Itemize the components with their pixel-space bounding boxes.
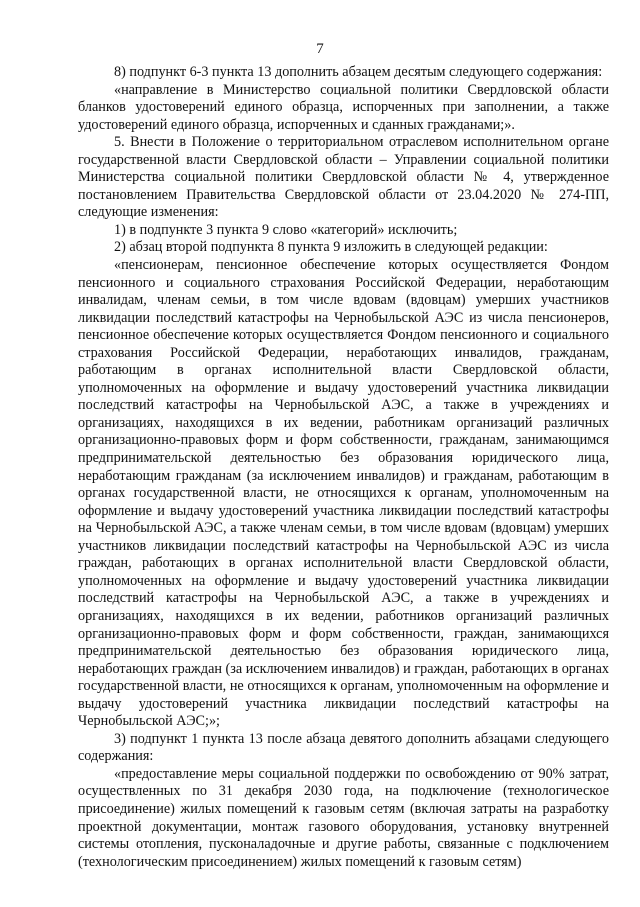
page-number: 7 — [316, 41, 324, 57]
paragraph-quote-pensioners: «пенсионерам, пенсионное обеспечение которых осуществляется Фондом пенсионного и социального страхования Российской Федерации, неработающим инвалидам, членам семьи, в том числе вдовам (вдовцам) умерших участников ликвидации последствий катастрофы на Чернобыльской АЭС из числа пенсионеров, пенсионное обеспечение которых осуществляется Фондом пенсионного и социального страхования Российской Федерации, неработающих инвалидов, гражданам, работающим в органах исполнительной власти Свердловской области, уполномоченных на оформление и выдачу удостоверений участника ликвидации последствий катастрофы на Чернобыльской АЭС, а также в учреждениях и организациях, находящихся в их ведении, работникам организаций различных организационно-правовых форм и форм собственности, гражданам, занимающимся предпринимательской деятельностью без образования юридического лица, неработающим гражданам (за исключением инвалидов) и гражданам, работающим в органах государственной власти, не относящихся к органам, уполномоченным на оформление и выдачу удостоверений участника ликвидации последствий катастрофы на Чернобыльской АЭС, а также членам семьи, в том числе вдовам (вдовцам) умерших участников ликвидации последствий катастрофы на Чернобыльской АЭС из числа граждан, работающих в органах исполнительной власти Свердловской области, уполномоченных на оформление и выдачу удостоверений участника ликвидации последствий катастрофы на Чернобыльской АЭС, а также в учреждениях и организациях, находящихся в их ведении, работников организаций различных организационно-правовых форм и форм собственности, граждан, занимающихся предпринимательской деятельностью без образования юридического лица, неработающих граждан (за исключением инвалидов) и граждан, работающих в органах государственной власти, не относящихся к органам, уполномоченным на оформление и выдачу удостоверений участника ликвидации последствий катастрофы на Чернобыльской АЭС;»; — [78, 257, 609, 730]
paragraph-change-3: 3) подпункт 1 пункта 13 после абзаца девятого дополнить абзацами следующего содержания: — [78, 730, 609, 765]
document-body — [78, 64, 609, 871]
paragraph-change-1: 1) в подпункте 3 пункта 9 слово «категорий» исключить; — [114, 221, 458, 238]
paragraph-change-2: 2) абзац второй подпункта 8 пункта 9 изложить в следующей редакции: — [114, 239, 548, 256]
paragraph-item-8: 8) подпункт 6-3 пункта 13 дополнить абзацем десятым следующего содержания: — [114, 64, 603, 80]
paragraph-quote-social-support: «предоставление меры социальной поддержки по освобождению от 90% затрат, осуществленных по 31 декабря 2030 года, на подключение (технологическое присоединение) жилых помещений к газовым сетям (включая затраты на разработку проектной документации, монтаж газового оборудования, установку внутренней системы отопления, пусконаладочные и другие работы, связанные с подключением (технологическим присоединением) жилых помещений к газовым сетям) — [78, 765, 609, 870]
paragraph-quote-direction: «направление в Министерство социальной политики Свердловской области бланков удостоверений единого образца, испорченных при заполнении, а также удостоверений единого образца, испорченных и сданных гражданами;». — [78, 81, 609, 133]
paragraph-section-5: 5. Внести в Положение о территориальном отраслевом исполнительном органе государственной власти Свердловской области – Управлении социальной политики Министерства социальной политики Свердловской области № 4, утвержденное постановлением Правительства Свердловской области от 23.04.2020 № 274-ПП, следующие изменения: — [78, 134, 609, 221]
